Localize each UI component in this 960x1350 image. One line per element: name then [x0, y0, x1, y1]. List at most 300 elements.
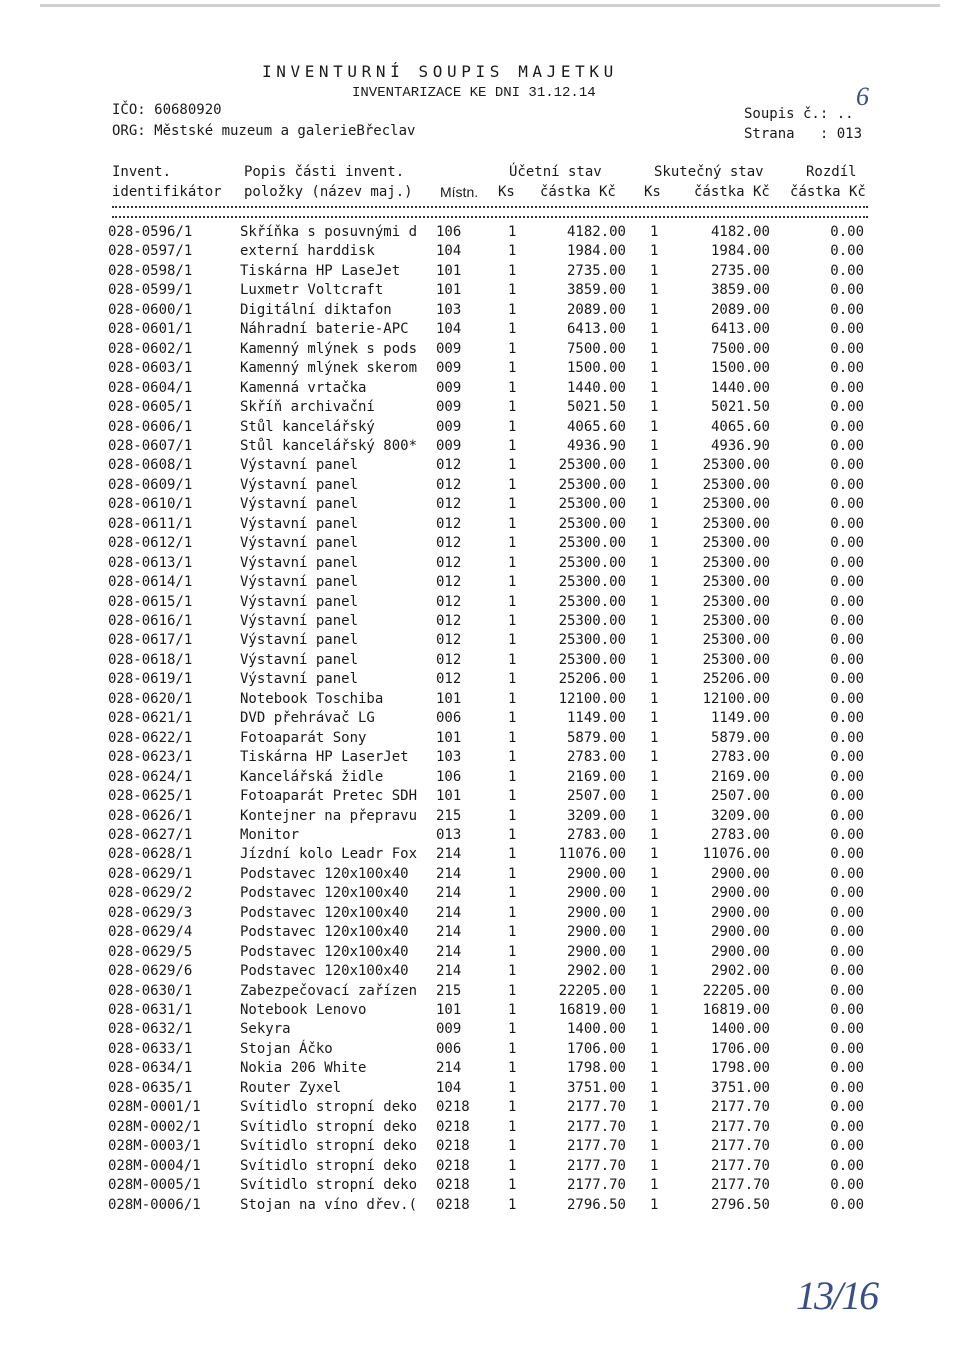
inventory-id: 028M-0002/1 [108, 1118, 201, 1135]
actual-quantity: 1 [650, 1118, 659, 1135]
handwritten-soupis-number: 6 [856, 82, 869, 111]
book-amount: 25300.00 [558, 632, 626, 649]
inventory-id: 028-0629/5 [108, 943, 193, 960]
table-row [0, 496, 960, 515]
table-row [0, 419, 960, 438]
book-amount: 12100.00 [558, 690, 626, 707]
actual-quantity: 1 [650, 399, 659, 416]
actual-amount: 2900.00 [710, 924, 770, 941]
actual-quantity: 1 [650, 1060, 659, 1077]
book-quantity: 1 [508, 729, 517, 746]
room-code: 214 [436, 963, 462, 980]
inventory-id: 028-0626/1 [108, 807, 193, 824]
difference-amount: 0.00 [830, 710, 864, 727]
book-amount: 25300.00 [558, 593, 626, 610]
col-invent-line1: Invent. [112, 164, 172, 180]
item-name: Výstavní panel [240, 515, 359, 532]
item-name: Podstavec 120x100x40 [240, 885, 409, 902]
actual-quantity: 1 [650, 982, 659, 999]
item-name: Jízdní kolo Leadr Fox [240, 846, 418, 863]
difference-amount: 0.00 [830, 982, 864, 999]
book-quantity: 1 [508, 574, 517, 591]
room-code: 009 [436, 418, 462, 435]
table-row [0, 613, 960, 632]
actual-quantity: 1 [650, 418, 659, 435]
book-amount: 2735.00 [566, 262, 626, 279]
item-name: Kamenná vrtačka [240, 379, 367, 396]
difference-amount: 0.00 [830, 807, 864, 824]
item-name: Notebook Lenovo [240, 1002, 367, 1018]
inventory-id: 028-0629/2 [108, 885, 193, 902]
book-amount: 1440.00 [566, 379, 626, 396]
difference-amount: 0.00 [830, 476, 864, 493]
table-row [0, 341, 960, 360]
book-quantity: 1 [508, 379, 517, 396]
book-quantity: 1 [508, 826, 517, 843]
actual-quantity: 1 [650, 768, 659, 785]
inventory-id: 028-0631/1 [108, 1002, 193, 1018]
table-row [0, 866, 960, 885]
actual-quantity: 1 [650, 457, 659, 474]
actual-quantity: 1 [650, 301, 659, 318]
item-name: Výstavní panel [240, 574, 359, 591]
actual-quantity: 1 [650, 690, 659, 707]
room-code: 0218 [436, 1196, 470, 1213]
book-quantity: 1 [508, 282, 517, 299]
table-row [0, 963, 960, 982]
page-number: Strana : 013 [744, 126, 863, 142]
table-row [0, 1060, 960, 1079]
difference-amount: 0.00 [830, 224, 864, 240]
difference-amount: 0.00 [830, 924, 864, 941]
room-code: 214 [436, 943, 462, 960]
actual-quantity: 1 [650, 826, 659, 843]
actual-amount: 25300.00 [702, 651, 770, 668]
difference-amount: 0.00 [830, 1040, 864, 1057]
book-amount: 2900.00 [566, 865, 626, 882]
book-quantity: 1 [508, 1118, 517, 1135]
actual-amount: 16819.00 [702, 1002, 770, 1018]
table-row [0, 243, 960, 262]
room-code: 214 [436, 885, 462, 902]
inventory-id: 028-0610/1 [108, 496, 193, 513]
inventory-id: 028-0624/1 [108, 768, 193, 785]
room-code: 214 [436, 846, 462, 863]
room-code: 012 [436, 574, 462, 591]
actual-quantity: 1 [650, 865, 659, 882]
inventory-id: 028M-0001/1 [108, 1099, 201, 1116]
inventory-id: 028-0612/1 [108, 535, 193, 552]
item-name: Výstavní panel [240, 671, 359, 688]
actual-quantity: 1 [650, 904, 659, 921]
room-code: 101 [436, 1002, 462, 1018]
room-code: 101 [436, 690, 462, 707]
inventory-id: 028-0619/1 [108, 671, 193, 688]
actual-quantity: 1 [650, 632, 659, 649]
difference-amount: 0.00 [830, 1021, 864, 1038]
item-name: Svítidlo stropní deko [240, 1157, 418, 1174]
difference-amount: 0.00 [830, 885, 864, 902]
item-name: Kamenný mlýnek s pods [240, 340, 418, 357]
difference-amount: 0.00 [830, 321, 864, 338]
table-row [0, 1119, 960, 1138]
actual-amount: 25300.00 [702, 554, 770, 571]
table-row [0, 263, 960, 282]
book-quantity: 1 [508, 1157, 517, 1174]
actual-amount: 22205.00 [702, 982, 770, 999]
item-name: Svítidlo stropní deko [240, 1138, 418, 1155]
book-amount: 2902.00 [566, 963, 626, 980]
item-name: Výstavní panel [240, 457, 359, 474]
room-code: 0218 [436, 1177, 470, 1194]
book-quantity: 1 [508, 476, 517, 493]
table-row [0, 827, 960, 846]
book-amount: 2177.70 [566, 1138, 626, 1155]
room-code: 012 [436, 535, 462, 552]
book-amount: 2900.00 [566, 885, 626, 902]
book-amount: 1984.00 [566, 243, 626, 260]
book-quantity: 1 [508, 593, 517, 610]
actual-amount: 4936.90 [710, 437, 770, 454]
inventory-id: 028-0618/1 [108, 651, 193, 668]
table-row [0, 710, 960, 729]
inventory-id: 028-0630/1 [108, 982, 193, 999]
room-code: 215 [436, 982, 462, 999]
actual-amount: 2783.00 [710, 826, 770, 843]
difference-amount: 0.00 [830, 1118, 864, 1135]
item-name: Náhradní baterie-APC [240, 321, 409, 338]
difference-amount: 0.00 [830, 1060, 864, 1077]
difference-amount: 0.00 [830, 1177, 864, 1194]
inventory-id: 028-0604/1 [108, 379, 193, 396]
book-quantity: 1 [508, 1040, 517, 1057]
inventory-id: 028-0601/1 [108, 321, 193, 338]
actual-quantity: 1 [650, 943, 659, 960]
difference-amount: 0.00 [830, 457, 864, 474]
table-row [0, 1099, 960, 1118]
book-quantity: 1 [508, 632, 517, 649]
book-quantity: 1 [508, 340, 517, 357]
item-name: Výstavní panel [240, 651, 359, 668]
book-amount: 2177.70 [566, 1118, 626, 1135]
room-code: 0218 [436, 1157, 470, 1174]
item-name: Kamenný mlýnek skerom [240, 360, 418, 377]
table-row [0, 1041, 960, 1060]
item-name: Výstavní panel [240, 496, 359, 513]
inventory-id: 028-0632/1 [108, 1021, 193, 1038]
item-name: Stůl kancelářský [240, 418, 375, 435]
difference-amount: 0.00 [830, 671, 864, 688]
book-quantity: 1 [508, 535, 517, 552]
item-name: Kontejner na přepravu [240, 807, 418, 824]
inventory-id: 028-0596/1 [108, 224, 193, 240]
table-row [0, 632, 960, 651]
inventory-id: 028-0629/6 [108, 963, 193, 980]
difference-amount: 0.00 [830, 749, 864, 766]
difference-amount: 0.00 [830, 1099, 864, 1116]
book-quantity: 1 [508, 846, 517, 863]
item-name: Fotoaparát Pretec SDH [240, 788, 418, 805]
table-row [0, 924, 960, 943]
book-amount: 4936.90 [566, 437, 626, 454]
book-quantity: 1 [508, 1099, 517, 1116]
difference-amount: 0.00 [830, 379, 864, 396]
difference-amount: 0.00 [830, 651, 864, 668]
table-row [0, 399, 960, 418]
book-amount: 11076.00 [558, 846, 626, 863]
table-row [0, 282, 960, 301]
room-code: 009 [436, 1021, 462, 1038]
col-mistn: Místn. [440, 184, 479, 200]
organization-name: ORG: Městské muzeum a galerieBřeclav [112, 123, 416, 139]
room-code: 012 [436, 651, 462, 668]
item-name: Tiskárna HP LaseJet [240, 262, 401, 279]
room-code: 009 [436, 437, 462, 454]
actual-quantity: 1 [650, 1002, 659, 1018]
actual-quantity: 1 [650, 924, 659, 941]
room-code: 101 [436, 788, 462, 805]
book-amount: 2177.70 [566, 1177, 626, 1194]
table-row [0, 438, 960, 457]
actual-amount: 1400.00 [710, 1021, 770, 1038]
book-quantity: 1 [508, 437, 517, 454]
inventory-id: 028-0623/1 [108, 749, 193, 766]
difference-amount: 0.00 [830, 1079, 864, 1096]
book-quantity: 1 [508, 1138, 517, 1155]
room-code: 006 [436, 710, 462, 727]
book-quantity: 1 [508, 515, 517, 532]
inventory-id: 028-0627/1 [108, 826, 193, 843]
actual-amount: 25300.00 [702, 535, 770, 552]
actual-amount: 1149.00 [710, 710, 770, 727]
book-amount: 25300.00 [558, 574, 626, 591]
item-name: Monitor [240, 826, 300, 843]
actual-amount: 11076.00 [702, 846, 770, 863]
book-quantity: 1 [508, 924, 517, 941]
actual-quantity: 1 [650, 515, 659, 532]
book-quantity: 1 [508, 749, 517, 766]
difference-amount: 0.00 [830, 690, 864, 707]
room-code: 012 [436, 554, 462, 571]
ico-number: IČO: 60680920 [112, 102, 222, 118]
inventory-id: 028-0617/1 [108, 632, 193, 649]
book-amount: 16819.00 [558, 1002, 626, 1018]
actual-amount: 2177.70 [710, 1177, 770, 1194]
difference-amount: 0.00 [830, 301, 864, 318]
item-name: Svítidlo stropní deko [240, 1177, 418, 1194]
actual-amount: 7500.00 [710, 340, 770, 357]
book-quantity: 1 [508, 788, 517, 805]
book-amount: 3209.00 [566, 807, 626, 824]
difference-amount: 0.00 [830, 904, 864, 921]
actual-amount: 25300.00 [702, 593, 770, 610]
item-name: Notebook Toschiba [240, 690, 384, 707]
difference-amount: 0.00 [830, 360, 864, 377]
actual-quantity: 1 [650, 243, 659, 260]
actual-amount: 2900.00 [710, 885, 770, 902]
book-amount: 3859.00 [566, 282, 626, 299]
book-amount: 1706.00 [566, 1040, 626, 1057]
book-amount: 25300.00 [558, 535, 626, 552]
item-name: Podstavec 120x100x40 [240, 904, 409, 921]
actual-amount: 2089.00 [710, 301, 770, 318]
inventory-id: 028-0628/1 [108, 846, 193, 863]
inventory-id: 028M-0005/1 [108, 1177, 201, 1194]
handwritten-page-count: 13/16 [796, 1273, 878, 1318]
table-row [0, 594, 960, 613]
col-rozdil: Rozdíl [806, 164, 857, 180]
room-code: 009 [436, 360, 462, 377]
actual-quantity: 1 [650, 1138, 659, 1155]
actual-quantity: 1 [650, 340, 659, 357]
difference-amount: 0.00 [830, 437, 864, 454]
table-row [0, 1021, 960, 1040]
actual-quantity: 1 [650, 1157, 659, 1174]
book-quantity: 1 [508, 418, 517, 435]
book-quantity: 1 [508, 768, 517, 785]
actual-quantity: 1 [650, 1040, 659, 1057]
book-quantity: 1 [508, 885, 517, 902]
table-row [0, 1002, 960, 1021]
book-amount: 2900.00 [566, 943, 626, 960]
book-amount: 25300.00 [558, 476, 626, 493]
inventory-id: 028-0634/1 [108, 1060, 193, 1077]
actual-quantity: 1 [650, 1196, 659, 1213]
book-amount: 2169.00 [566, 768, 626, 785]
table-row [0, 321, 960, 340]
book-quantity: 1 [508, 1196, 517, 1213]
col-ucetni-stav: Účetní stav [509, 164, 602, 180]
inventory-id: 028-0598/1 [108, 262, 193, 279]
actual-quantity: 1 [650, 1099, 659, 1116]
document-title: INVENTURNÍ SOUPIS MAJETKU [262, 62, 618, 81]
book-amount: 25300.00 [558, 457, 626, 474]
difference-amount: 0.00 [830, 963, 864, 980]
actual-quantity: 1 [650, 379, 659, 396]
inventory-id: 028-0606/1 [108, 418, 193, 435]
actual-amount: 2177.70 [710, 1157, 770, 1174]
actual-amount: 6413.00 [710, 321, 770, 338]
item-name: Výstavní panel [240, 554, 359, 571]
actual-amount: 5021.50 [710, 399, 770, 416]
actual-amount: 2796.50 [710, 1196, 770, 1213]
book-amount: 4065.60 [566, 418, 626, 435]
difference-amount: 0.00 [830, 515, 864, 532]
inventory-id: 028-0625/1 [108, 788, 193, 805]
inventory-id: 028-0614/1 [108, 574, 193, 591]
difference-amount: 0.00 [830, 418, 864, 435]
actual-amount: 3859.00 [710, 282, 770, 299]
difference-amount: 0.00 [830, 846, 864, 863]
actual-amount: 4065.60 [710, 418, 770, 435]
inventory-id: 028-0603/1 [108, 360, 193, 377]
difference-amount: 0.00 [830, 243, 864, 260]
actual-quantity: 1 [650, 1177, 659, 1194]
actual-amount: 2169.00 [710, 768, 770, 785]
item-name: Kancelářská židle [240, 768, 384, 785]
inventory-id: 028M-0004/1 [108, 1157, 201, 1174]
room-code: 103 [436, 749, 462, 766]
table-row [0, 905, 960, 924]
actual-amount: 2507.00 [710, 788, 770, 805]
difference-amount: 0.00 [830, 1157, 864, 1174]
room-code: 106 [436, 768, 462, 785]
item-name: DVD přehrávač LG [240, 710, 375, 727]
book-quantity: 1 [508, 710, 517, 727]
actual-quantity: 1 [650, 1079, 659, 1096]
actual-amount: 2783.00 [710, 749, 770, 766]
actual-quantity: 1 [650, 535, 659, 552]
room-code: 012 [436, 496, 462, 513]
actual-amount: 3209.00 [710, 807, 770, 824]
difference-amount: 0.00 [830, 399, 864, 416]
actual-amount: 2900.00 [710, 865, 770, 882]
difference-amount: 0.00 [830, 574, 864, 591]
scan-edge [40, 4, 940, 7]
room-code: 214 [436, 904, 462, 921]
difference-amount: 0.00 [830, 340, 864, 357]
table-row [0, 885, 960, 904]
book-amount: 2900.00 [566, 924, 626, 941]
actual-quantity: 1 [650, 846, 659, 863]
table-row [0, 769, 960, 788]
room-code: 104 [436, 321, 462, 338]
book-quantity: 1 [508, 963, 517, 980]
item-name: Svítidlo stropní deko [240, 1099, 418, 1116]
actual-amount: 2902.00 [710, 963, 770, 980]
item-name: Podstavec 120x100x40 [240, 924, 409, 941]
book-amount: 2177.70 [566, 1157, 626, 1174]
room-code: 009 [436, 340, 462, 357]
actual-amount: 25300.00 [702, 632, 770, 649]
book-quantity: 1 [508, 807, 517, 824]
inventory-id: 028-0609/1 [108, 476, 193, 493]
book-quantity: 1 [508, 865, 517, 882]
table-row [0, 457, 960, 476]
difference-amount: 0.00 [830, 1002, 864, 1018]
room-code: 009 [436, 379, 462, 396]
actual-quantity: 1 [650, 963, 659, 980]
table-row [0, 1197, 960, 1216]
difference-amount: 0.00 [830, 943, 864, 960]
actual-amount: 25300.00 [702, 515, 770, 532]
actual-quantity: 1 [650, 360, 659, 377]
room-code: 006 [436, 1040, 462, 1057]
difference-amount: 0.00 [830, 262, 864, 279]
actual-amount: 2900.00 [710, 904, 770, 921]
book-quantity: 1 [508, 943, 517, 960]
book-quantity: 1 [508, 1021, 517, 1038]
actual-amount: 4182.00 [710, 224, 770, 240]
book-amount: 4182.00 [566, 224, 626, 240]
actual-amount: 1798.00 [710, 1060, 770, 1077]
difference-amount: 0.00 [830, 593, 864, 610]
room-code: 012 [436, 476, 462, 493]
actual-quantity: 1 [650, 593, 659, 610]
table-row [0, 224, 960, 243]
inventory-id: 028-0615/1 [108, 593, 193, 610]
table-row [0, 574, 960, 593]
col-rozdil-castka: částka Kč [790, 184, 866, 200]
item-name: Výstavní panel [240, 613, 359, 629]
table-row [0, 944, 960, 963]
room-code: 101 [436, 729, 462, 746]
book-amount: 25300.00 [558, 651, 626, 668]
room-code: 012 [436, 593, 462, 610]
room-code: 103 [436, 301, 462, 318]
item-name: Stojan na víno dřev.( [240, 1196, 418, 1213]
difference-amount: 0.00 [830, 1196, 864, 1213]
